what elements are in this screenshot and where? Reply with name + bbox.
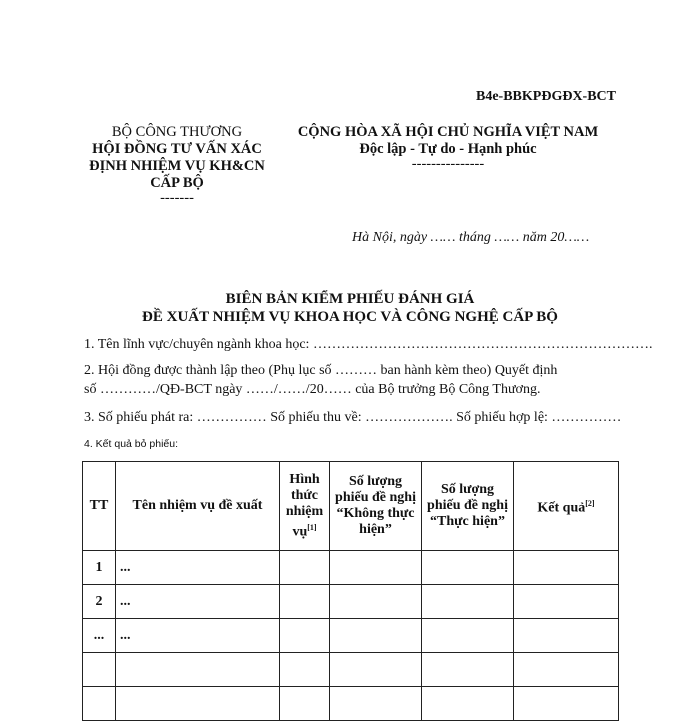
left-header-divider: ------- <box>160 190 194 206</box>
national-header <box>283 124 613 170</box>
row-cell <box>330 687 422 721</box>
header-result: Kết quả[2] <box>514 462 619 551</box>
row-task-name: ... <box>116 585 280 619</box>
footnote-2: [2] <box>585 498 595 508</box>
document-title-line1: BIÊN BẢN KIỂM PHIẾU ĐÁNH GIÁ <box>225 291 475 307</box>
row-cell <box>280 619 330 653</box>
item-4-label: 4. Kết quả bỏ phiếu: <box>84 438 178 450</box>
header-task-form: Hình thức nhiệm vụ[1] <box>280 462 330 551</box>
row-tt: 1 <box>83 551 116 585</box>
table-header-row <box>83 462 619 551</box>
row-tt <box>83 687 116 721</box>
header-task-name: Tên nhiệm vụ đề xuất <box>116 462 280 551</box>
row-cell <box>422 653 514 687</box>
row-cell <box>514 551 619 585</box>
item-3-vote-counts: 3. Số phiếu phát ra: …………… Số phiếu thu về: ………………. Số phiếu hợp lệ: …………… <box>84 410 622 425</box>
row-cell <box>422 551 514 585</box>
row-task-name <box>116 653 280 687</box>
place-date: Hà Nội, ngày …… tháng …… năm 20…… <box>352 230 590 245</box>
table-row <box>83 619 619 653</box>
header-no-votes: Số lượng phiếu đề nghị “Không thực hiện” <box>330 462 422 551</box>
header-tt: TT <box>83 462 116 551</box>
row-task-name: ... <box>116 619 280 653</box>
item-2-line2: số …………/QĐ-BCT ngày ……/……/20…… của Bộ trưởng Bộ Công Thương. <box>84 382 541 397</box>
row-cell <box>514 619 619 653</box>
national-motto: Độc lập - Tự do - Hạnh phúc <box>359 141 537 157</box>
issuing-authority-header <box>72 124 282 204</box>
row-cell <box>514 653 619 687</box>
row-cell <box>422 585 514 619</box>
table-row <box>83 585 619 619</box>
row-cell <box>422 619 514 653</box>
table-row <box>83 653 619 687</box>
table-row <box>83 551 619 585</box>
footnote-1: [1] <box>307 522 317 532</box>
item-1-field: 1. Tên lĩnh vực/chuyên ngành khoa học: ………………………………………………………………. <box>84 337 653 352</box>
row-cell <box>330 585 422 619</box>
table-row <box>83 687 619 721</box>
document-code: B4e-BBKPĐGĐX-BCT <box>476 89 616 104</box>
council-name-line1: HỘI ĐỒNG TƯ VẤN XÁC <box>92 141 262 157</box>
row-cell <box>280 551 330 585</box>
right-header-divider: --------------- <box>411 156 485 172</box>
row-task-name: ... <box>116 551 280 585</box>
row-tt: 2 <box>83 585 116 619</box>
row-tt <box>83 653 116 687</box>
row-cell <box>330 653 422 687</box>
header-yes-votes: Số lượng phiếu đề nghị “Thực hiện” <box>422 462 514 551</box>
row-cell <box>280 687 330 721</box>
row-cell <box>330 551 422 585</box>
item-2-line1: 2. Hội đồng được thành lập theo (Phụ lục số ……… ban hành kèm theo) Quyết định <box>84 363 558 378</box>
row-cell <box>280 653 330 687</box>
document-title-line2: ĐỀ XUẤT NHIỆM VỤ KHOA HỌC VÀ CÔNG NGHỆ CẤP BỘ <box>142 309 558 325</box>
row-task-name <box>116 687 280 721</box>
row-cell <box>422 687 514 721</box>
country-name: CỘNG HÒA XÃ HỘI CHỦ NGHĨA VIỆT NAM <box>297 124 599 140</box>
council-name-line2: ĐỊNH NHIỆM VỤ KH&CN <box>89 158 265 174</box>
row-cell <box>330 619 422 653</box>
row-tt: ... <box>83 619 116 653</box>
row-cell <box>280 585 330 619</box>
row-cell <box>514 687 619 721</box>
row-cell <box>514 585 619 619</box>
vote-results-table <box>82 461 619 721</box>
council-name-line3: CẤP BỘ <box>150 175 204 191</box>
ministry-name: BỘ CÔNG THƯƠNG <box>111 124 243 140</box>
